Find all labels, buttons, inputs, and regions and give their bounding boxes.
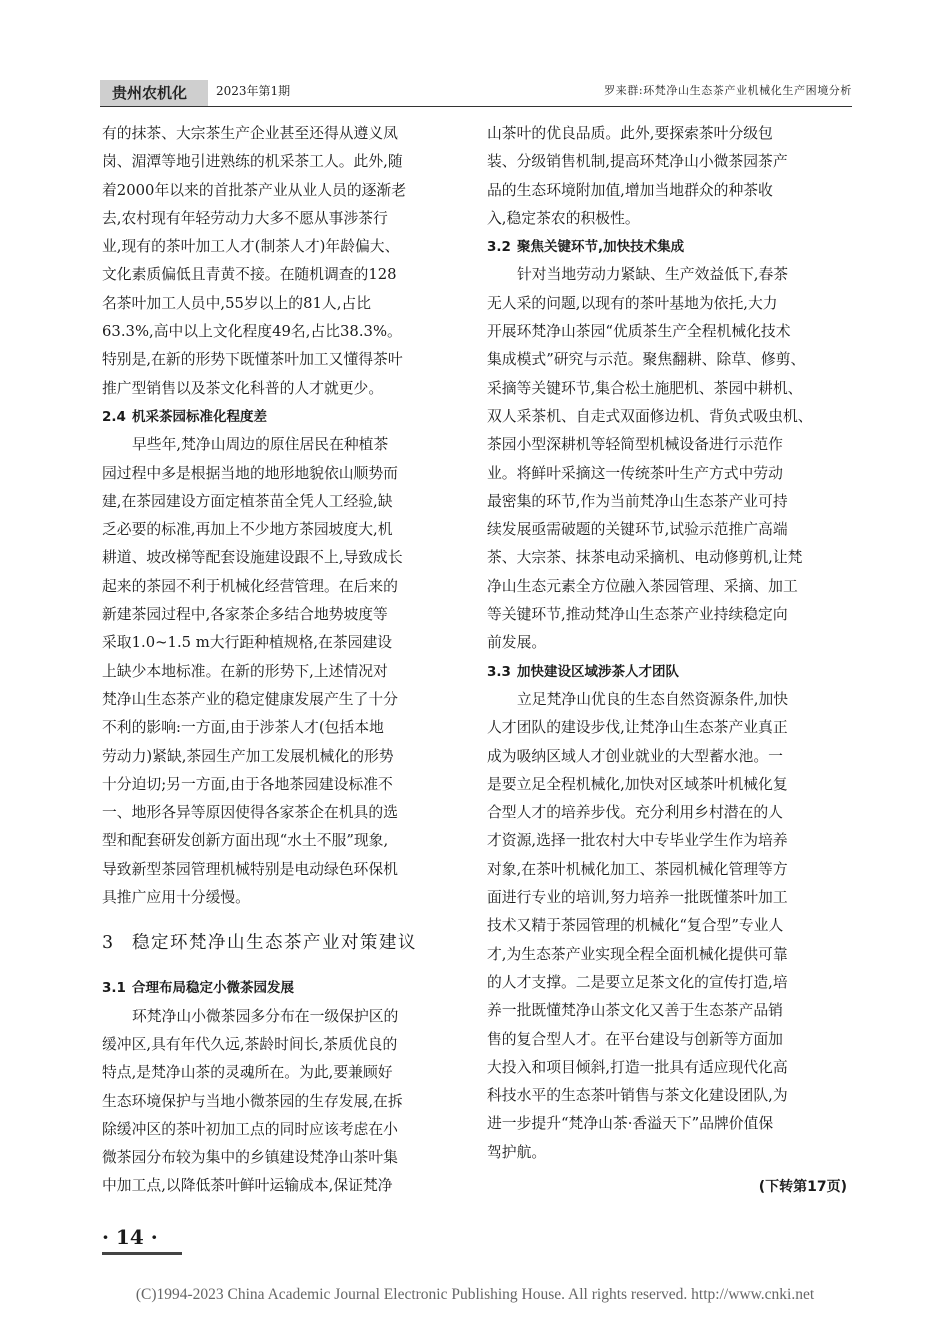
text-line: 不利的影响:一方面,由于涉茶人才(包括本地 <box>102 719 384 737</box>
text-line: 科技水平的生态茶叶销售与茶文化建设团队,为 <box>487 1087 788 1105</box>
text-line: 驾护航。 <box>487 1143 547 1161</box>
text-line: 是要立足全程机械化,加快对区域茶叶机械化复 <box>487 775 788 793</box>
text-line: 缓冲区,具有年代久远,茶龄时间长,茶质优良的 <box>102 1035 398 1053</box>
text-line: 梵净山生态茶产业的稳定健康发展产生了十分 <box>102 690 398 708</box>
paragraph-3-1 <box>102 1003 462 1201</box>
text-line: 入,稳定茶农的积极性。 <box>487 209 640 227</box>
text-line: 开展环梵净山茶园“优质茶生产全程机械化技术 <box>487 323 791 341</box>
text-line: 净山生态元素全方位融入茶园管理、采摘、加工 <box>487 577 798 595</box>
left-column <box>102 120 462 1201</box>
text-line: 新建茶园过程中,各家茶企多结合地势坡度等 <box>102 606 388 624</box>
text-line: 养一批既懂梵净山茶文化又善于生态茶产品销 <box>487 1002 783 1020</box>
subheading-3-1 <box>102 974 462 1002</box>
text-line: 起来的茶园不利于机械化经营管理。在后来的 <box>102 577 398 595</box>
text-line: 具推广应用十分缓慢。 <box>102 889 250 907</box>
paragraph-3-2 <box>487 261 847 657</box>
text-line: 技术又精于茶园管理的机械化“复合型”专业人 <box>487 917 784 935</box>
text-line: 着2000年以来的首批茶产业从业人员的逐渐老 <box>102 181 407 199</box>
text-line: 最密集的环节,作为当前梵净山生态茶产业可持 <box>487 492 788 510</box>
text-line: 集成模式”研究与示范。聚焦翻耕、除草、修剪、 <box>487 351 806 369</box>
text-line: 人才团队的建设步伐,让梵净山生态茶产业真正 <box>487 719 788 737</box>
text-line: 特别是,在新的形势下既懂茶叶加工又懂得茶叶 <box>102 351 403 369</box>
text-line: 园过程中多是根据当地的地形地貌依山顺势而 <box>102 464 398 482</box>
text-line: 针对当地劳动力紧缺、生产效益低下,春茶 <box>517 266 789 284</box>
text-line: 才资源,选择一批农村大中专毕业学生作为培养 <box>487 832 788 850</box>
subheading-3-3 <box>487 658 847 686</box>
text-line: 一、地形各异等原因使得各家茶企在机具的选 <box>102 804 398 822</box>
text-line: 装、分级销售机制,提高环梵净山小微茶园茶产 <box>487 153 788 171</box>
text-line: 去,农村现有年轻劳动力大多不愿从事涉茶行 <box>102 209 388 227</box>
text-line: 型和配套研发创新方面出现“水土不服”现象, <box>102 832 389 850</box>
section-number: 3 <box>102 933 115 954</box>
text-line: 有的抹茶、大宗茶生产企业甚至还得从遵义凤 <box>102 125 398 142</box>
subheading-3-2 <box>487 233 847 261</box>
text-line: 无人采的问题,以现有的茶叶基地为依托,大力 <box>487 294 778 312</box>
text-line: 名茶叶加工人员中,55岁以上的81人,占比 <box>102 294 372 312</box>
text-line: 等关键环节,推动梵净山生态茶产业持续稳定向 <box>487 606 788 624</box>
text-line: 立足梵净山优良的生态自然资源条件,加快 <box>517 690 789 708</box>
text-line: 对象,在茶叶机械化加工、茶园机械化管理等方 <box>487 860 788 878</box>
text-line: 业,现有的茶叶加工人才(制茶人才)年龄偏大、 <box>102 238 400 256</box>
text-line: 中加工点,以降低茶叶鲜叶运输成本,保证梵净 <box>102 1177 393 1195</box>
page-number: · 14 · <box>102 1225 158 1249</box>
subheading-number: 3.1 <box>102 980 126 997</box>
paragraph-3-1-continued <box>487 120 847 233</box>
text-line: 前发展。 <box>487 634 547 652</box>
paragraph-2-4 <box>102 431 462 912</box>
text-line: 63.3%,高中以上文化程度49名,占比38.3%。 <box>102 323 402 341</box>
subheading-title: 加快建设区域涉茶人才团队 <box>517 663 679 680</box>
text-line: 十分迫切;另一方面,由于各地茶园建设标准不 <box>102 775 393 793</box>
text-line: 乏必要的标准,再加上不少地方茶园坡度大,机 <box>102 521 393 539</box>
subheading-title: 合理布局稳定小微茶园发展 <box>132 980 294 997</box>
text-line: 推广型销售以及茶文化科普的人才就更少。 <box>102 379 384 397</box>
subheading-number: 3.2 <box>487 239 511 256</box>
journal-name: 贵州农机化 <box>100 80 208 106</box>
text-line: 导致新型茶园管理机械特别是电动绿色环保机 <box>102 860 398 878</box>
subheading-title: 机采茶园标准化程度差 <box>132 408 267 425</box>
text-line: 微茶园分布较为集中的乡镇建设梵净山茶叶集 <box>102 1149 398 1167</box>
text-line: 山茶叶的优良品质。此外,要探索茶叶分级包 <box>487 125 773 142</box>
text-line: 采摘等关键环节,集合松土施肥机、茶园中耕机、 <box>487 379 803 397</box>
text-line: 双人采茶机、自走式双面修边机、背负式吸虫机、 <box>487 407 813 425</box>
text-line: 建,在茶园建设方面定植茶苗全凭人工经验,缺 <box>102 492 393 510</box>
text-line: 才,为生态茶产业实现全程全面机械化提供可靠 <box>487 945 788 963</box>
running-title: 罗来群:环梵净山生态茶产业机械化生产困境分析 <box>604 84 852 97</box>
section-heading-3 <box>102 912 462 974</box>
text-line: 上缺少本地标准。在新的形势下,上述情况对 <box>102 662 388 680</box>
page-header <box>100 80 852 106</box>
text-line: 的人才支撑。二是要立足茶文化的宣传打造,培 <box>487 973 788 991</box>
copyright-notice: (C)1994-2023 China Academic Journal Electronic Publishing House. All rights reserved. http://www.cnki.net <box>135 1286 815 1303</box>
page-number-underline <box>102 1252 182 1255</box>
text-line: 劳动力)紧缺,茶园生产加工发展机械化的形势 <box>102 747 394 765</box>
subheading-number: 3.3 <box>487 663 511 680</box>
text-line: 续发展亟需破题的关键环节,试验示范推广高端 <box>487 521 788 539</box>
text-line: 茶园小型深耕机等轻简型机械设备进行示范作 <box>487 436 783 454</box>
text-line: 大投入和项目倾斜,打造一批具有适应现代化高 <box>487 1058 788 1076</box>
subheading-title: 聚焦关键环节,加快技术集成 <box>517 239 685 256</box>
text-line: 文化素质偏低且青黄不接。在随机调查的128 <box>102 266 397 284</box>
text-line: 除缓冲区的茶叶初加工点的同时应该考虑在小 <box>102 1120 398 1138</box>
subheading-number: 2.4 <box>102 408 126 425</box>
text-line: 耕道、坡改梯等配套设施建设跟不上,导致成长 <box>102 549 403 567</box>
text-line: 生态环境保护与当地小微茶园的生存发展,在拆 <box>102 1092 403 1110</box>
text-line: 环梵净山小微茶园多分布在一级保护区的 <box>132 1007 399 1025</box>
text-line: 售的复合型人才。在平台建设与创新等方面加 <box>487 1030 783 1048</box>
text-line: 特点,是梵净山茶的灵魂所在。为此,要兼顾好 <box>102 1064 393 1082</box>
right-column <box>487 120 847 1201</box>
text-line: 品的生态环境附加值,增加当地群众的种茶收 <box>487 181 773 199</box>
paragraph-intro <box>102 120 462 403</box>
continued-note: (下转第17页) <box>758 1178 847 1195</box>
text-line: 面进行专业的培训,努力培养一批既懂茶叶加工 <box>487 889 788 907</box>
text-line: 早些年,梵净山周边的原住居民在种植茶 <box>132 436 389 454</box>
text-line: 合型人才的培养步伐。充分利用乡村潜在的人 <box>487 804 783 822</box>
section-title: 稳定环梵净山生态茶产业对策建议 <box>132 933 417 954</box>
text-line: 茶、大宗茶、抹茶电动采摘机、电动修剪机,让梵 <box>487 549 803 567</box>
text-line: 业。将鲜叶采摘这一传统茶叶生产方式中劳动 <box>487 464 783 482</box>
subheading-2-4 <box>102 403 462 431</box>
text-line: 岗、湄潭等地引进熟练的机采茶工人。此外,随 <box>102 153 403 171</box>
header-divider <box>100 106 852 107</box>
text-line: 进一步提升“梵净山茶·香溢天下”品牌价值保 <box>487 1115 774 1133</box>
issue-label: 2023年第1期 <box>216 84 291 98</box>
text-line: 成为吸纳区域人才创业就业的大型蓄水池。一 <box>487 747 783 765</box>
paragraph-3-3 <box>487 686 847 1167</box>
text-line: 采取1.0~1.5 m大行距种植规格,在茶园建设 <box>102 634 393 652</box>
